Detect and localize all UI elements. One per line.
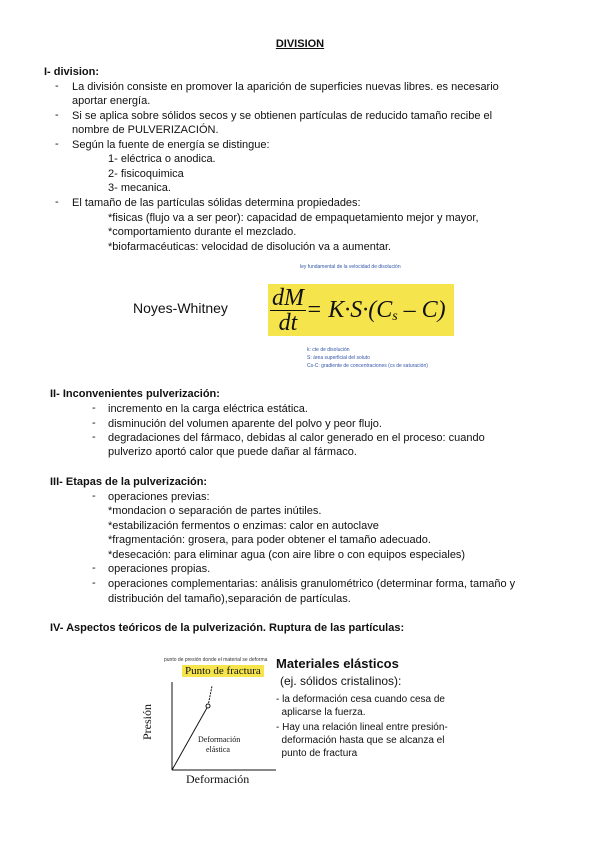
bullet-text: El tamaño de las partículas sólidas determina propiedades: <box>72 197 361 209</box>
bullet-dash: - <box>92 577 96 589</box>
formula-denominator: dt <box>278 310 298 336</box>
y-axis-label: Presión <box>140 704 154 740</box>
bullet-dash: - <box>55 138 59 150</box>
bullet-dash: - <box>92 431 96 443</box>
section-heading-etapas: III- Etapas de la pulverización: <box>50 476 208 488</box>
bullet-dash: - <box>92 402 96 414</box>
bullet-text: aportar energía. <box>72 95 151 107</box>
bullet-text: disminución del volumen aparente del polvo y peor flujo. <box>108 418 382 430</box>
prev-op-item: *mondacion o separación de partes inútiles. <box>108 505 322 517</box>
section-heading-inconvenientes: II- Inconvenientes pulverización: <box>50 388 220 400</box>
bullet-text: nombre de PULVERIZACIÓN. <box>72 124 219 136</box>
formula-legend: Cs-C: gradiente de concentraciones (cs de saturación) <box>307 363 428 369</box>
materials-point: deformación hasta que se alcanza el <box>276 735 445 746</box>
bullet-text: operaciones propias. <box>108 563 211 575</box>
property-item: *biofarmacéuticas: velocidad de disolución va a aumentar. <box>108 241 392 253</box>
bullet-dash: - <box>55 109 59 121</box>
fracture-point <box>206 704 210 708</box>
energy-source-item: 3- mecanica. <box>108 182 171 194</box>
prev-op-item: *desecación: para eliminar agua (con aire libre o con equipos especiales) <box>108 549 466 561</box>
page-title: DIVISION <box>275 38 325 50</box>
prev-op-item: *estabilización fermentos o enzimas: calor en autoclave <box>108 520 379 532</box>
materials-point: punto de fractura <box>276 748 358 759</box>
materials-point: - Hay una relación lineal entre presión- <box>276 722 448 733</box>
section-heading-division: I- division: <box>44 66 99 78</box>
noyes-whitney-formula <box>270 286 446 335</box>
bullet-text: incremento en la carga eléctrica estática. <box>108 403 308 415</box>
bullet-text: Si se aplica sobre sólidos secos y se obtienen partículas de reducido tamaño recibe el <box>72 110 493 122</box>
materials-point: aplicarse la fuerza. <box>276 707 366 718</box>
formula-rhs: = K·S·(C <box>306 297 393 323</box>
prev-op-item: *fragmentación: grosera, para poder obtener el tamaño adecuado. <box>108 534 431 546</box>
property-item: *comportamiento durante el mezclado. <box>108 226 297 238</box>
property-item: *fisicas (flujo va a ser peor): capacidad de empaquetamiento mejor y mayor, <box>108 212 479 224</box>
section-heading-aspectos: IV- Aspectos teóricos de la pulverización. Ruptura de las partículas: <box>50 622 405 634</box>
formula-legend: S: área superficial del soluto <box>307 355 370 361</box>
bullet-text: Según la fuente de energía se distingue: <box>72 139 270 151</box>
materials-subtitle: (ej. sólidos cristalinos): <box>280 674 402 688</box>
formula-end: – C) <box>397 297 446 323</box>
bullet-dash: - <box>55 80 59 92</box>
formula-subscript: s <box>392 309 398 325</box>
bullet-text: degradaciones del fármaco, debidas al calor generado en el proceso: cuando <box>108 432 485 444</box>
bullet-dash: - <box>92 562 96 574</box>
bullet-dash: - <box>55 196 59 208</box>
bullet-text: operaciones complementarias: análisis granulométrico (determinar forma, tamaño y <box>108 578 516 590</box>
figure-caption-small: punto de presión donde el material se deforma <box>164 657 268 663</box>
x-axis-label: Deformación <box>186 772 250 786</box>
bullet-text: pulverizo aportó calor que puede dañar al fármaco. <box>108 446 357 458</box>
formula-fraction <box>270 286 306 335</box>
bullet-dash: - <box>92 417 96 429</box>
materials-title: Materiales elásticos <box>276 656 399 671</box>
bullet-dash: - <box>92 490 96 502</box>
curve-label: elástica <box>206 745 230 754</box>
formula-caption: ley fundamental de la velocidad de disolución <box>300 264 401 270</box>
fracture-guide <box>208 686 212 706</box>
formula-legend: k: cte de disolución <box>307 347 350 353</box>
bullet-text: operaciones previas: <box>108 491 210 503</box>
fracture-label: Punto de fractura <box>182 665 264 677</box>
curve-label: Deformación <box>198 735 241 744</box>
bullet-text: distribución del tamaño),separación de partículas. <box>108 593 351 605</box>
bullet-text: La división consiste en promover la aparición de superficies nuevas libres. es necesario <box>72 81 499 93</box>
formula-numerator: dM <box>272 285 304 311</box>
energy-source-item: 1- eléctrica o anodica. <box>108 153 216 165</box>
energy-source-item: 2- fisicoquimica <box>108 168 184 180</box>
noyes-whitney-label: Noyes-Whitney <box>133 300 228 316</box>
materials-point: - la deformación cesa cuando cesa de <box>276 694 445 705</box>
